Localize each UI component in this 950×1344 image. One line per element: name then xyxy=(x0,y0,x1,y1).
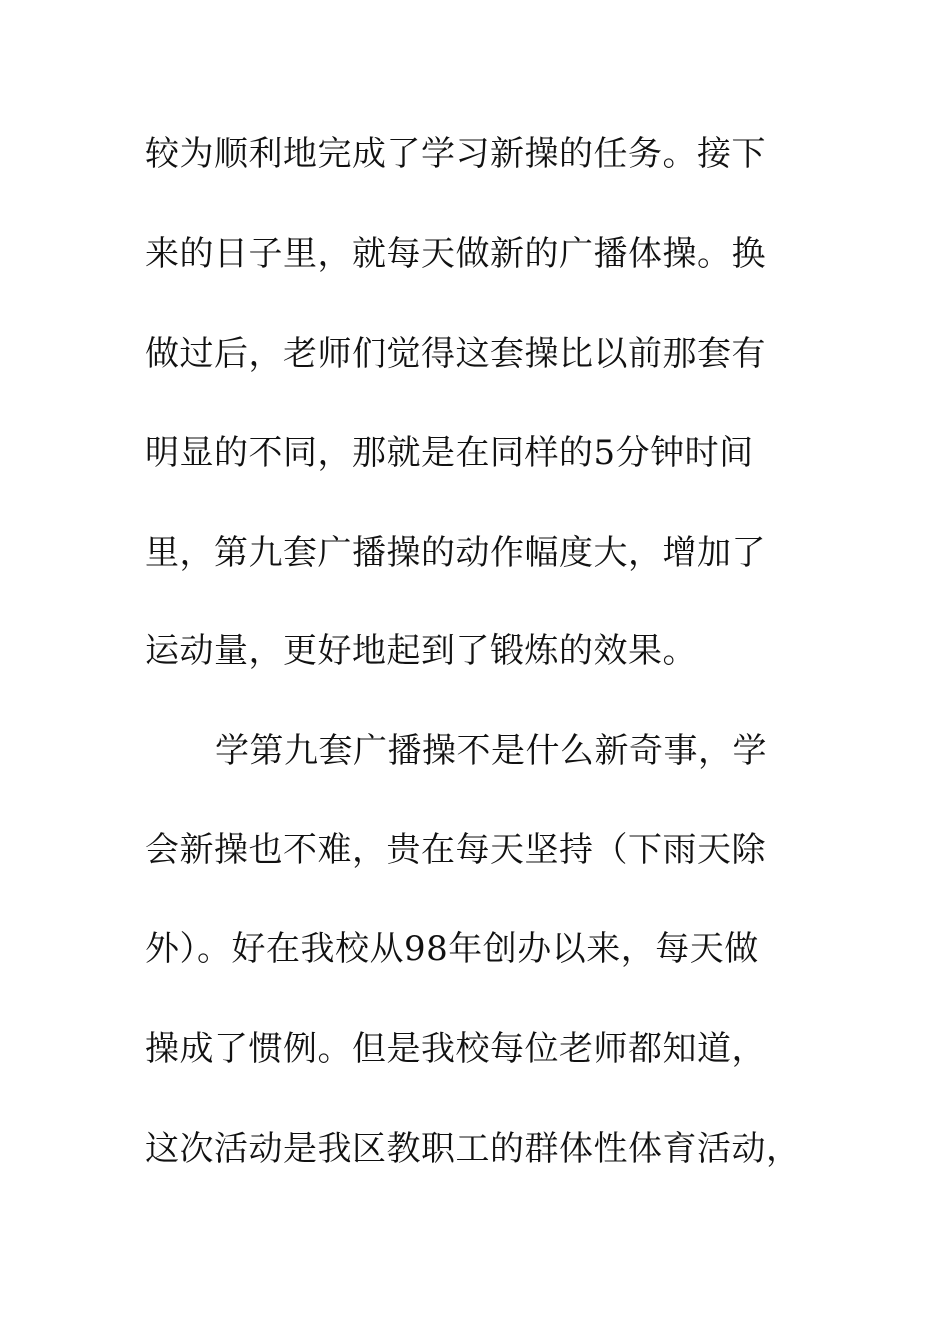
text-line: 明显的不同，那就是在同样的5分钟时间 xyxy=(145,433,754,473)
text-line: 里，第九套广播操的动作幅度大，增加了 xyxy=(145,533,766,573)
text-line: 操成了惯例。但是我校每位老师都知道， xyxy=(145,1029,766,1069)
text-line: 做过后，老师们觉得这套操比以前那套有 xyxy=(145,334,766,374)
text-line: 外）。好在我校从98年创办以来，每天做 xyxy=(145,929,759,969)
text-line: 会新操也不难，贵在每天坚持（下雨天除 xyxy=(145,830,766,870)
text-line: 这次活动是我区教职工的群体性体育活动， xyxy=(145,1129,801,1169)
paragraph-first-line: 学第九套广播操不是什么新奇事，学 xyxy=(215,731,767,771)
text-line: 较为顺利地完成了学习新操的任务。接下 xyxy=(145,134,766,174)
text-line: 运动量，更好地起到了锻炼的效果。 xyxy=(145,631,697,671)
text-line: 来的日子里，就每天做新的广播体操。换 xyxy=(145,234,766,274)
